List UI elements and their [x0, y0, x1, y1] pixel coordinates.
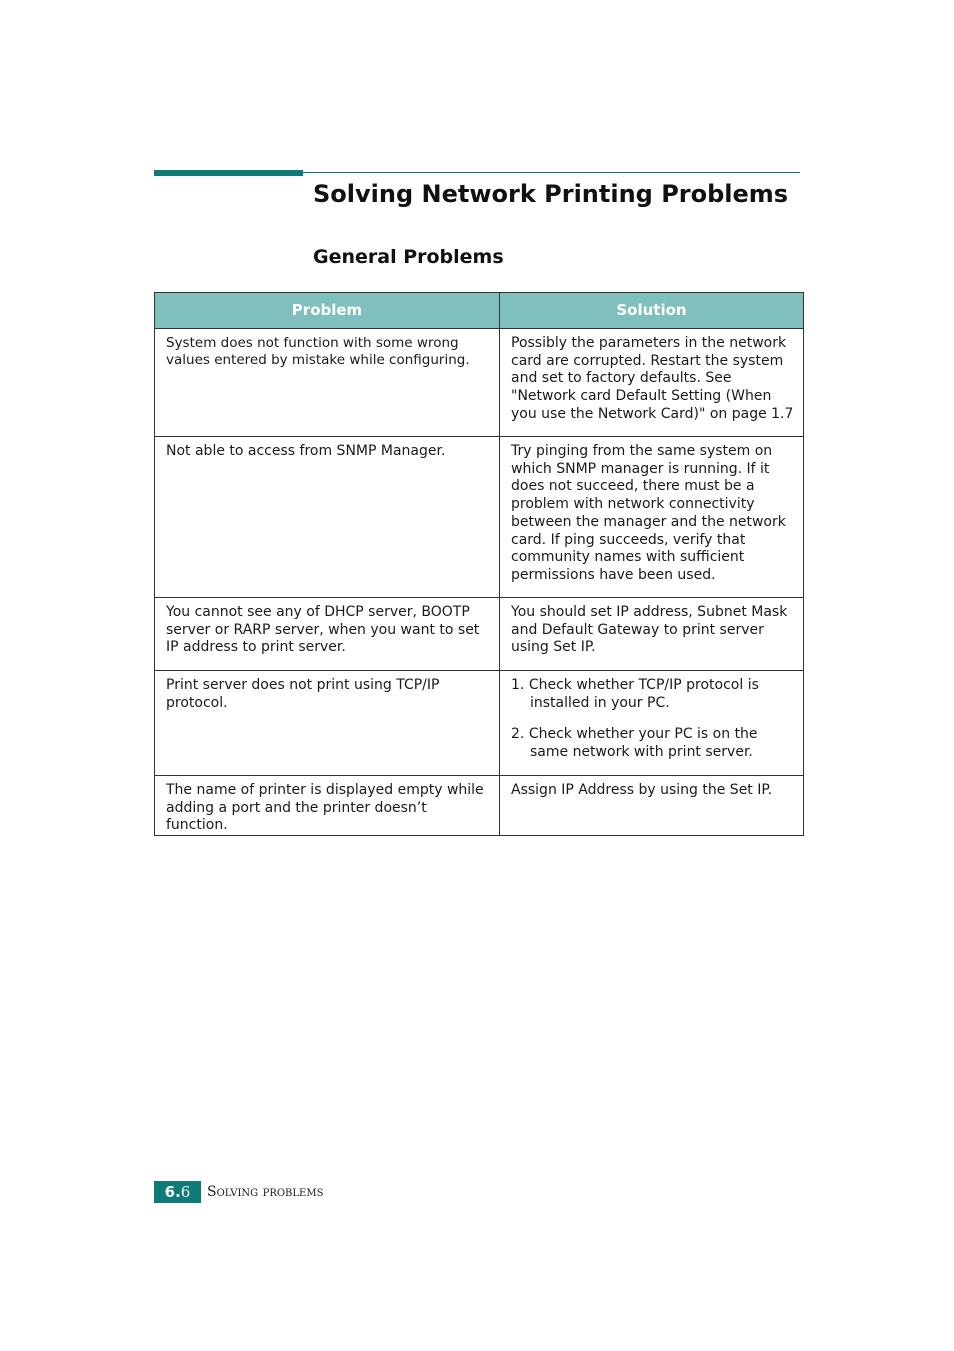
page-number-badge — [154, 1181, 201, 1203]
list-text-continued: installed in your PC. — [530, 694, 670, 711]
table-row — [155, 329, 804, 437]
problem-cell: Not able to access from SNMP Manager. — [155, 437, 500, 598]
solution-column-header: Solution — [500, 293, 804, 329]
section-title: General Problems — [313, 246, 504, 268]
solution-list-item — [511, 726, 795, 761]
solution-cell — [500, 671, 804, 776]
solution-cell: Try pinging from the same system on which SNMP manager is running. If it does not succeed, there must be a problem with network connectivity between the manager and the network card. If ping succeeds, verify that community names with sufficient permissions have been used. — [500, 437, 804, 598]
page-title: Solving Network Printing Problems — [313, 180, 789, 208]
solution-cell: Assign IP Address by using the Set IP. — [500, 776, 804, 836]
table-row — [155, 776, 804, 836]
footer-section-label: Solving problems — [207, 1184, 324, 1200]
problems-table — [154, 292, 804, 836]
problem-cell: The name of printer is displayed empty while adding a port and the printer doesn’t function. — [155, 776, 500, 836]
solution-cell: You should set IP address, Subnet Mask and Default Gateway to print server using Set IP. — [500, 598, 804, 671]
table-row — [155, 598, 804, 671]
list-number: 1. — [511, 677, 525, 693]
problem-cell: System does not function with some wrong values entered by mistake while configuring. — [155, 329, 500, 437]
list-number: 2. — [511, 726, 525, 743]
list-text: Check whether TCP/IP protocol is — [528, 677, 759, 693]
list-text-continued: same network with print server. — [530, 744, 753, 761]
solution-list-item — [511, 677, 795, 712]
problem-cell: Print server does not print using TCP/IP protocol. — [155, 671, 500, 776]
title-accent-bar — [154, 170, 303, 176]
page-number: 6 — [180, 1183, 191, 1201]
list-text: Check whether your PC is on the — [528, 726, 758, 743]
table-header-row — [155, 293, 804, 329]
problem-column-header: Problem — [155, 293, 500, 329]
table-row — [155, 437, 804, 598]
title-rule — [303, 172, 800, 173]
solution-cell: Possibly the parameters in the network card are corrupted. Restart the system and set to factory defaults. See "Network card Default Setting (When you use the Network Card)" on page 1.7 — [500, 329, 804, 437]
chapter-number: 6. — [164, 1183, 181, 1201]
problem-cell: You cannot see any of DHCP server, BOOTP server or RARP server, when you want to set IP address to print server. — [155, 598, 500, 671]
table-row — [155, 671, 804, 776]
